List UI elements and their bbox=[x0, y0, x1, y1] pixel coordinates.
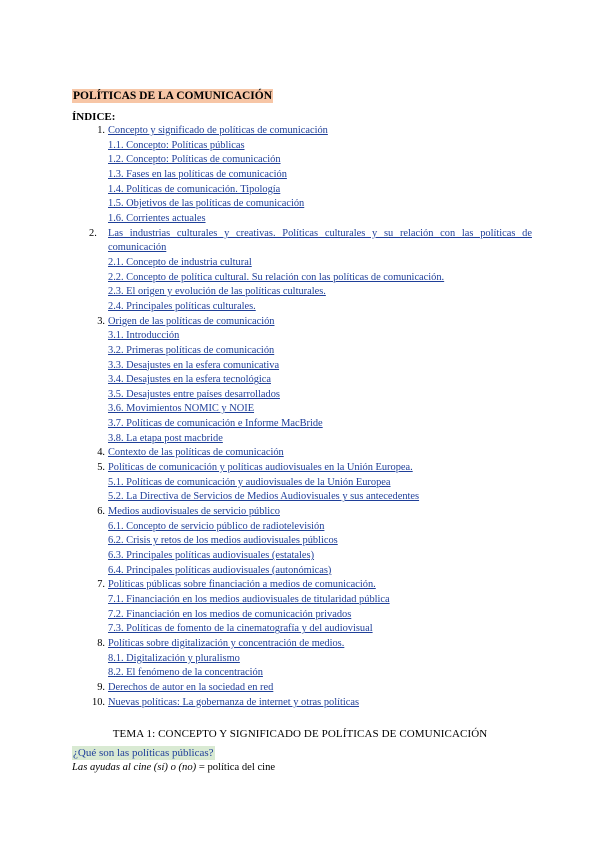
toc-subitem bbox=[72, 417, 532, 432]
toc-item-number: 9. bbox=[97, 681, 105, 693]
index-label: ÍNDICE: bbox=[72, 111, 116, 123]
toc-subitem bbox=[72, 168, 532, 183]
toc-subitem bbox=[72, 549, 532, 564]
toc-subitem-link[interactable]: 8.2. El fenómeno de la concentración bbox=[108, 667, 263, 679]
toc-item-link[interactable]: Políticas de comunicación y políticas audiovisuales en la Unión Europea. bbox=[108, 462, 413, 474]
toc-subitem-link[interactable]: 1.4. Políticas de comunicación. Tipología bbox=[108, 183, 281, 195]
toc-subitem bbox=[72, 212, 532, 227]
section-heading: TEMA 1: CONCEPTO Y SIGNIFICADO DE POLÍTICAS DE COMUNICACIÓN bbox=[112, 728, 488, 740]
toc-subitem-link[interactable]: 1.2. Concepto: Políticas de comunicación bbox=[108, 154, 281, 166]
toc-item bbox=[72, 461, 532, 476]
toc-item-link[interactable]: Políticas sobre digitalización y concentración de medios. bbox=[108, 637, 345, 649]
toc-item-link[interactable]: Derechos de autor en la sociedad en red bbox=[108, 681, 274, 693]
toc-subitem bbox=[72, 139, 532, 154]
toc-subitem bbox=[72, 520, 532, 535]
example-line bbox=[72, 761, 275, 775]
toc-subitem-link[interactable]: 3.4. Desajustes en la esfera tecnológica bbox=[108, 374, 272, 386]
toc-subitem-link[interactable]: 6.3. Principales políticas audiovisuales (estatales) bbox=[108, 550, 315, 562]
toc-subitem bbox=[72, 373, 532, 388]
toc-subitem bbox=[72, 432, 532, 447]
toc-subitem bbox=[72, 271, 532, 286]
toc-subitem bbox=[72, 285, 532, 300]
toc-item-number: 2. bbox=[89, 227, 97, 239]
toc-item-number: 6. bbox=[97, 506, 105, 518]
toc-subitem bbox=[72, 402, 532, 417]
toc-item bbox=[72, 505, 532, 520]
toc-subitem-link[interactable]: 1.3. Fases en las políticas de comunicación bbox=[108, 168, 287, 180]
toc-subitem bbox=[72, 476, 532, 491]
toc-item-link[interactable]: Medios audiovisuales de servicio público bbox=[108, 506, 280, 518]
toc-item-number: 3. bbox=[97, 315, 105, 327]
toc-subitem-link[interactable]: 3.3. Desajustes en la esfera comunicativa bbox=[108, 359, 280, 371]
toc-item-link[interactable]: Nuevas políticas: La gobernanza de internet y otras políticas bbox=[108, 696, 360, 708]
toc-subitem bbox=[72, 593, 532, 608]
example-italic: Las ayudas al cine (sí) o (no) bbox=[72, 762, 197, 773]
toc-item-number: 4. bbox=[97, 447, 105, 459]
toc-subitem bbox=[72, 622, 532, 637]
toc-subitem bbox=[72, 534, 532, 549]
toc-subitem-link[interactable]: 7.1. Financiación en los medios audiovisuales de titularidad pública bbox=[108, 594, 390, 605]
toc-item bbox=[72, 637, 532, 652]
toc-item bbox=[72, 227, 532, 256]
toc-item-number: 5. bbox=[97, 462, 105, 474]
table-of-contents bbox=[72, 124, 532, 710]
toc-subitem bbox=[72, 153, 532, 168]
toc-subitem bbox=[72, 666, 532, 681]
toc-item bbox=[72, 696, 532, 711]
toc-subitem-link[interactable]: 1.6. Corrientes actuales bbox=[108, 212, 206, 224]
toc-item-number: 1. bbox=[97, 125, 105, 136]
toc-item bbox=[72, 578, 532, 593]
toc-subitem-link[interactable]: 3.2. Primeras políticas de comunicación bbox=[108, 344, 275, 356]
toc-subitem-link[interactable]: 2.2. Concepto de política cultural. Su relación con las políticas de comunicación. bbox=[108, 271, 445, 283]
toc-subitem bbox=[72, 329, 532, 344]
question-heading: ¿Qué son las políticas públicas? bbox=[73, 747, 214, 759]
toc-subitem-link[interactable]: 6.2. Crisis y retos de los medios audiovisuales públicos bbox=[108, 535, 338, 547]
toc-subitem-link[interactable]: 5.2. La Directiva de Servicios de Medios Audiovisuales y sus antecedentes bbox=[108, 491, 420, 503]
toc-item-link[interactable]: Contexto de las políticas de comunicación bbox=[108, 447, 284, 459]
toc-subitem-link[interactable]: 3.5. Desajustes entre países desarrollados bbox=[108, 388, 280, 400]
document-title: POLÍTICAS DE LA COMUNICACIÓN bbox=[73, 90, 273, 102]
toc-subitem-link[interactable]: 1.1. Concepto: Políticas públicas bbox=[108, 139, 245, 151]
toc-subitem-link[interactable]: 3.7. Políticas de comunicación e Informe MacBride bbox=[108, 418, 323, 430]
toc-subitem-link[interactable]: 7.3. Políticas de fomento de la cinematografía y del audiovisual bbox=[108, 623, 373, 635]
toc-item-number: 8. bbox=[97, 637, 105, 649]
toc-subitem bbox=[72, 183, 532, 198]
toc-item-number: 10. bbox=[92, 696, 105, 708]
toc-item-number: 7. bbox=[97, 579, 105, 591]
toc-subitem bbox=[72, 652, 532, 667]
toc-item-link[interactable]: Las industrias culturales y creativas. Políticas culturales y su relación con las políticas de comunicación bbox=[108, 227, 532, 254]
toc-subitem-link[interactable]: 6.4. Principales políticas audiovisuales (autonómicas) bbox=[108, 564, 332, 576]
toc-subitem-link[interactable]: 6.1. Concepto de servicio público de radiotelevisión bbox=[108, 520, 325, 532]
toc-subitem bbox=[72, 300, 532, 315]
toc-subitem-link[interactable]: 5.1. Políticas de comunicación y audiovisuales de la Unión Europea bbox=[108, 476, 391, 488]
toc-subitem-link[interactable]: 3.6. Movimientos NOMIC y NOIE bbox=[108, 403, 255, 415]
toc-subitem bbox=[72, 256, 532, 271]
toc-item-link[interactable]: Concepto y significado de políticas de comunicación bbox=[108, 125, 328, 136]
toc-item bbox=[72, 446, 532, 461]
toc-subitem-link[interactable]: 1.5. Objetivos de las políticas de comunicación bbox=[108, 198, 305, 210]
toc-item bbox=[72, 315, 532, 330]
toc-item-link[interactable]: Políticas públicas sobre financiación a medios de comunicación. bbox=[108, 579, 376, 591]
toc-subitem bbox=[72, 197, 532, 212]
toc-subitem-link[interactable]: 3.8. La etapa post macbride bbox=[108, 432, 223, 444]
toc-item-link[interactable]: Origen de las políticas de comunicación bbox=[108, 315, 275, 327]
toc-subitem-link[interactable]: 3.1. Introducción bbox=[108, 330, 180, 342]
toc-subitem bbox=[72, 608, 532, 623]
toc-subitem-link[interactable]: 2.1. Concepto de industria cultural bbox=[108, 256, 252, 268]
toc-subitem-link[interactable]: 2.3. El origen y evolución de las políticas culturales. bbox=[108, 286, 326, 298]
toc-item bbox=[72, 124, 532, 139]
example-rest: = política del cine bbox=[196, 762, 276, 773]
toc-subitem-link[interactable]: 7.2. Financiación en los medios de comunicación privados bbox=[108, 608, 352, 620]
toc-subitem bbox=[72, 564, 532, 579]
toc-subitem-link[interactable]: 2.4. Principales políticas culturales. bbox=[108, 300, 256, 312]
toc-subitem bbox=[72, 359, 532, 374]
toc-subitem bbox=[72, 490, 532, 505]
toc-item bbox=[72, 681, 532, 696]
toc-subitem bbox=[72, 388, 532, 403]
toc-subitem-link[interactable]: 8.1. Digitalización y pluralismo bbox=[108, 652, 240, 664]
toc-subitem bbox=[72, 344, 532, 359]
